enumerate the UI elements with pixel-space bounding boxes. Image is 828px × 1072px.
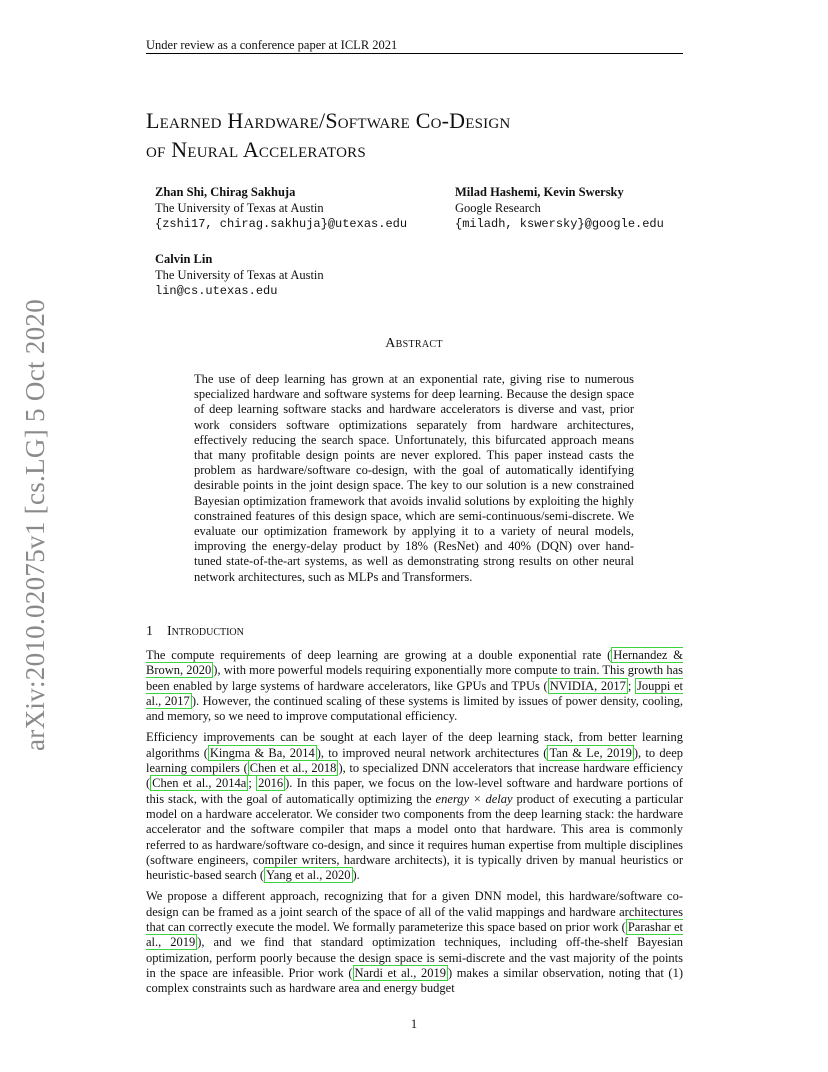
math-expression: energy × delay bbox=[435, 791, 513, 806]
paragraph-2 bbox=[146, 730, 683, 883]
paragraph-1 bbox=[146, 648, 683, 724]
text-run: ). In this paper, we focus on the low-level software and hardware portions of this stack, with the goal of automatically optimizing the bbox=[146, 776, 683, 806]
section-number: 1 bbox=[146, 624, 153, 639]
text-run: Efficiency improvements can be sought at each layer of the deep learning stack, from better learning algorithms ( bbox=[146, 730, 683, 760]
text-run: ), to improved neural network architectures ( bbox=[316, 745, 548, 760]
section-heading bbox=[146, 624, 244, 640]
text-run: ; bbox=[248, 776, 257, 791]
author-email: {miladh, kswersky}@google.edu bbox=[455, 217, 664, 231]
citation-link[interactable]: Jouppi et al., 2017 bbox=[146, 678, 684, 708]
citation-link[interactable]: NVIDIA, 2017 bbox=[549, 678, 626, 693]
author-names: Calvin Lin bbox=[155, 252, 213, 266]
author-affiliation: Google Research bbox=[455, 201, 541, 215]
running-head: Under review as a conference paper at ICLR 2021 bbox=[146, 38, 398, 52]
section-title: Introduction bbox=[167, 624, 244, 639]
arxiv-stamp: arXiv:2010.02075v1 [cs.LG] 5 Oct 2020 bbox=[20, 298, 50, 752]
citation-link[interactable]: Chen et al., 2018 bbox=[249, 761, 337, 776]
text-run: ), with more powerful models requiring exponentially more compute to train. This growth has been enabled by large systems of hardware accelerators, like GPUs and TPUs ( bbox=[146, 663, 683, 693]
paragraph-3 bbox=[146, 889, 683, 996]
citation-link[interactable]: Kingma & Ba, 2014 bbox=[209, 745, 315, 760]
text-run: ) makes a similar observation, noting that (1) complex constraints such as hardware area and energy budget bbox=[146, 965, 683, 996]
author-block-2 bbox=[455, 184, 664, 232]
author-names: Zhan Shi, Chirag Sakhuja bbox=[155, 185, 296, 199]
citation-link[interactable]: Nardi et al., 2019 bbox=[354, 965, 446, 980]
author-email: {zshi17, chirag.sakhuja}@utexas.edu bbox=[155, 217, 408, 231]
title-line-2: of Neural Accelerators bbox=[146, 137, 366, 162]
text-run: ), to specialized DNN accelerators that increase hardware efficiency ( bbox=[146, 761, 683, 791]
author-block-1 bbox=[155, 184, 407, 232]
title-line-1: Learned Hardware/Software Co-Design bbox=[146, 108, 511, 133]
author-affiliation: The University of Texas at Austin bbox=[155, 268, 324, 282]
author-email: lin@cs.utexas.edu bbox=[155, 284, 278, 298]
author-affiliation: The University of Texas at Austin bbox=[155, 201, 324, 215]
citation-link[interactable]: Chen et al., 2014a bbox=[152, 776, 247, 791]
header-rule bbox=[146, 53, 683, 54]
section-body bbox=[146, 648, 683, 1003]
text-run: ). However, the continued scaling of these systems is limited by issues of power density, cooling, and memory, so we need to improve computational efficiency. bbox=[146, 693, 683, 724]
text-run: ), to deep learning compilers ( bbox=[146, 745, 684, 776]
text-run: We propose a different approach, recognizing that for a given DNN model, this hardware/software co-design can be framed as a joint search of the space of all of the valid mappings and hardware architectures that can correctly execute the model. We formally parameterize this space based on prior work ( bbox=[146, 889, 683, 935]
paper-title bbox=[146, 106, 510, 164]
citation-link[interactable]: Yang et al., 2020 bbox=[266, 868, 351, 883]
text-run: The compute requirements of deep learning are growing at a double exponential rate ( bbox=[146, 648, 612, 662]
text-run: ). bbox=[352, 868, 360, 883]
citation-link[interactable]: Hernandez & Brown, 2020 bbox=[146, 648, 683, 678]
citation-link[interactable]: 2016 bbox=[258, 776, 284, 791]
author-names: Milad Hashemi, Kevin Swersky bbox=[455, 185, 624, 199]
text-run: product of executing a particular model on a hardware accelerator. We consider two components from the deep learning stack: the hardware accelerator and the software compiler that maps a model onto that hardware. This area is commonly referred to as hardware/software co-design, and since it requires human expertise from multiple disciplines (software engineers, compiler writers, hardware architects), it is typically driven by manual heuristics or heuristic-based search ( bbox=[146, 791, 683, 883]
text-run: ), and we find that standard optimization techniques, including off-the-shelf Bayesian optimization, perform poorly because the design space is semi-discrete and the vast majority of the points in the space are infeasible. Prior work ( bbox=[146, 935, 683, 980]
text-run: ; bbox=[627, 678, 636, 693]
abstract-text: The use of deep learning has grown at an exponential rate, giving rise to numerous specialized hardware and software systems for deep learning. Because the design space of deep learning software stacks and hardware accelerators is diverse and vast, prior work considers software optimizations separately from hardware architectures, effectively reducing the search space. Unfortunately, this bifurcated approach means that many profitable design points are never explored. This paper instead casts the problem as hardware/software co-design, with the goal of automatically identifying desirable points in the joint design space. The key to our solution is a new constrained Bayesian optimization framework that avoids invalid solutions by exploiting the highly constrained features of this design space, which are semi-continuous/semi-discrete. We evaluate our optimization framework by applying it to a variety of neural models, improving the energy-delay product by 18% (ResNet) and 40% (DQN) over hand-tuned state-of-the-art systems, as well as demonstrating strong results on other neural network architectures, such as MLPs and Transformers. bbox=[194, 372, 634, 584]
author-block-3 bbox=[155, 251, 324, 299]
citation-link[interactable]: Parashar et al., 2019 bbox=[146, 920, 683, 950]
abstract-heading: Abstract bbox=[385, 336, 443, 351]
citation-link[interactable]: Tan & Le, 2019 bbox=[549, 745, 632, 760]
page-number: 1 bbox=[410, 1017, 418, 1031]
